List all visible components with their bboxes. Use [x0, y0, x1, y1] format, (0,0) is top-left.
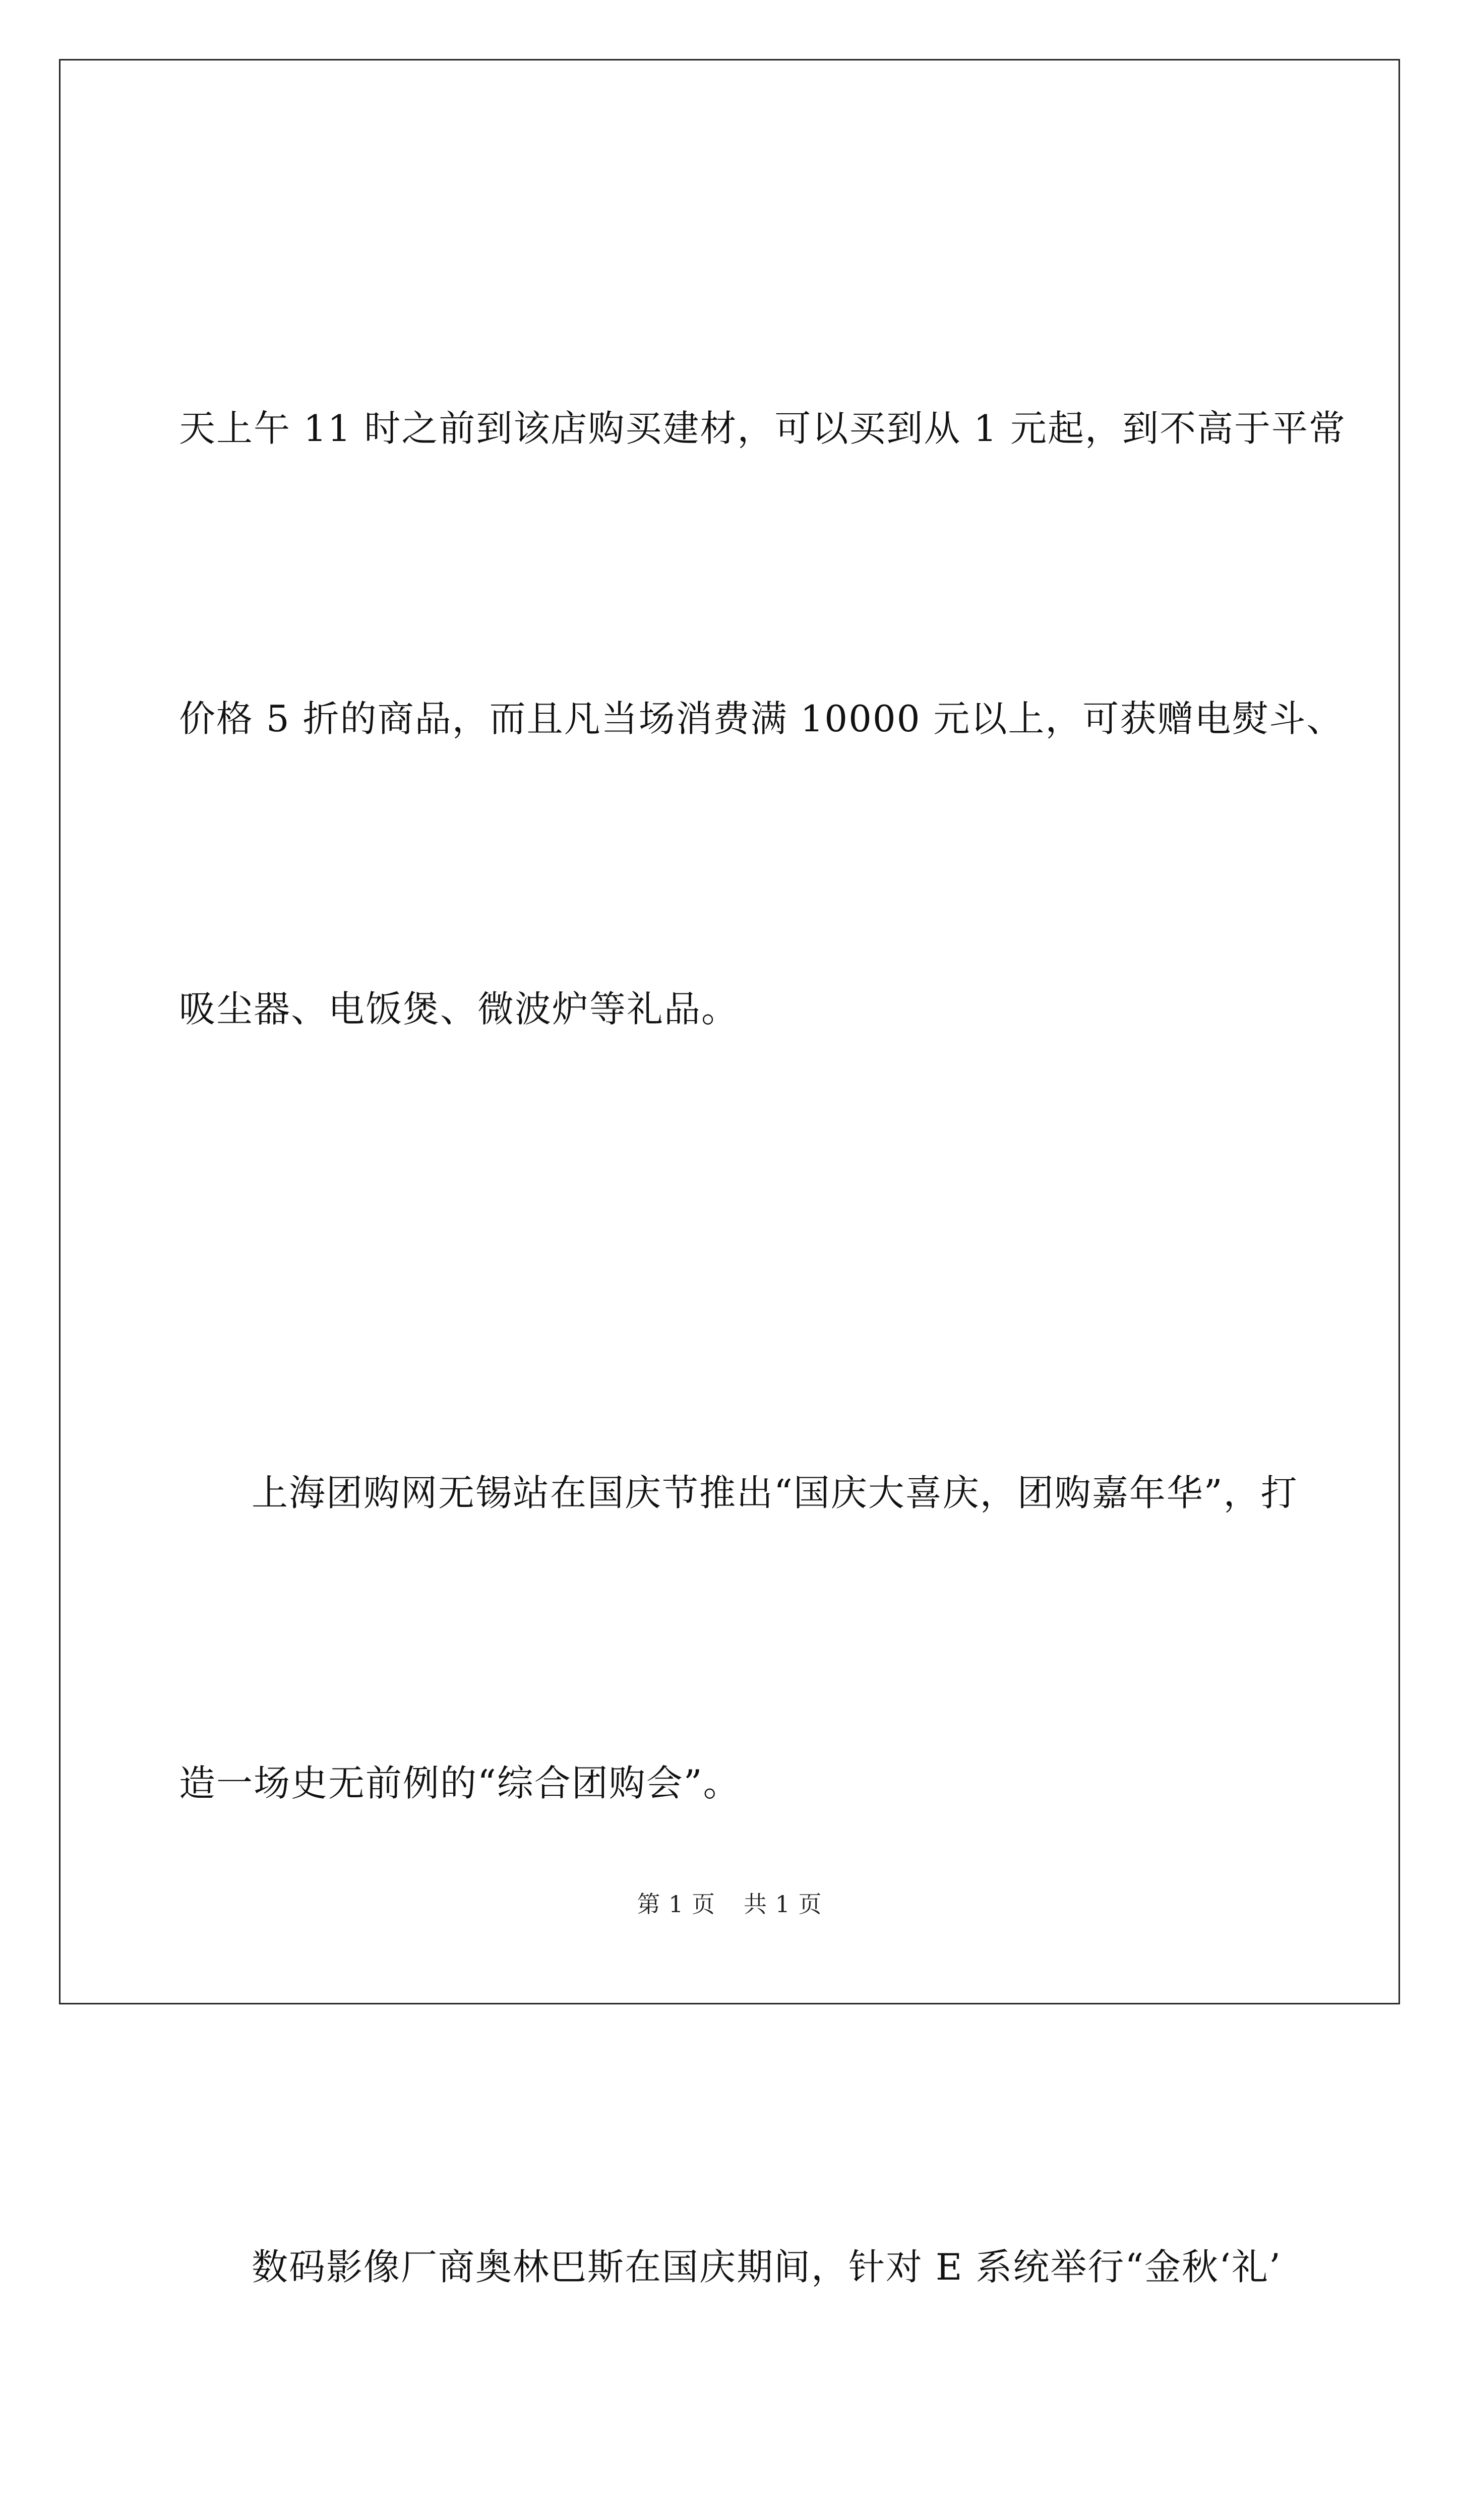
- page-total: 共 1 页: [744, 1891, 822, 1918]
- paragraph-line: 价格 5 折的商品，而且凡当场消费满 10000 元以上，可获赠电熨斗、: [179, 698, 1344, 740]
- page-footer: [0, 1886, 1459, 1919]
- document-body: [179, 186, 1346, 2520]
- paragraph-1: [179, 186, 1346, 1251]
- paragraph-line: 数码影像厂商奥林巴斯在国庆期间，针对 E 系统举行“金秋‘礼’: [252, 2246, 1282, 2288]
- page-number: 第 1 页: [637, 1891, 715, 1918]
- paragraph-line: [179, 2509, 1288, 2520]
- paragraph-line: 天上午 11 时之前到该店购买建材，可以买到从 1 元起，到不高于平常: [179, 407, 1346, 450]
- paragraph-line: 吸尘器、电饭煲、微波炉等礼品。: [179, 988, 739, 1030]
- paragraph-3: [179, 2025, 1288, 2520]
- paragraph-line: 上海团购网无锡站在国庆节推出“国庆大喜庆，团购嘉年华”，打: [252, 1472, 1298, 1514]
- paragraph-line: 造一场史无前例的“综合团购会”。: [179, 1762, 741, 1804]
